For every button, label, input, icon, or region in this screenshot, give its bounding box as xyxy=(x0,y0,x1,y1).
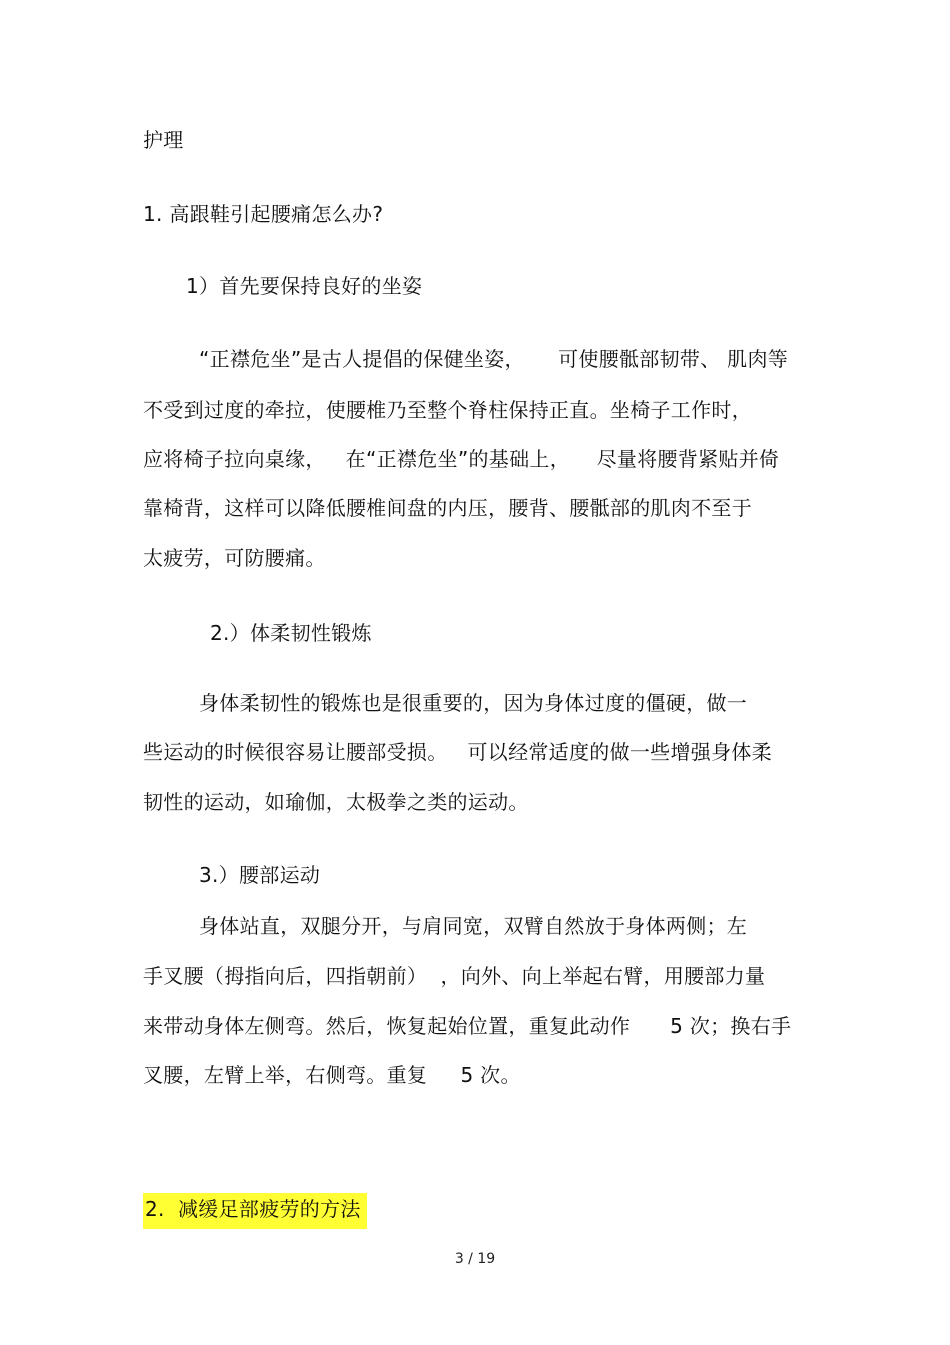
section-2-paragraph-line-3: 韧性的运动，如瑜伽，太极拳之类的运动。 xyxy=(143,790,529,814)
section-1-title: 1）首先要保持良好的坐姿 xyxy=(186,274,423,298)
section-1-paragraph-line-1: “正襟危坐”是古人提倡的保健坐姿， 可使腰骶部韧带、 肌肉等 xyxy=(199,347,789,371)
heading-text: 护理 xyxy=(143,128,184,152)
section-2-title: 2.）体柔韧性锻炼 xyxy=(210,621,372,645)
question-1-title: 1. 高跟鞋引起腰痛怎么办? xyxy=(143,202,384,226)
section-3-paragraph-line-1: 身体站直，双腿分开，与肩同宽，双臂自然放于身体两侧；左 xyxy=(199,914,748,938)
section-2-paragraph-line-2: 些运动的时候很容易让腰部受损。 可以经常适度的做一些增强身体柔 xyxy=(143,740,772,764)
section-3-title: 3.）腰部运动 xyxy=(199,863,321,887)
page-number: 3 / 19 xyxy=(454,1251,496,1267)
section-3-paragraph-line-4: 叉腰，左臂上举，右侧弯。重复 5 次。 xyxy=(143,1063,521,1087)
question-2-title-highlighted: 2. 减缓足部疲劳的方法 xyxy=(143,1193,367,1229)
section-1-paragraph-line-2: 不受到过度的牵拉，使腰椎乃至整个脊柱保持正直。坐椅子工作时， xyxy=(143,398,752,422)
section-1-paragraph-line-5: 太疲劳，可防腰痛。 xyxy=(143,546,326,570)
section-1-paragraph-line-4: 靠椅背，这样可以降低腰椎间盘的内压，腰背、腰骶部的肌肉不至于 xyxy=(143,496,752,520)
section-2-paragraph-line-1: 身体柔韧性的锻炼也是很重要的，因为身体过度的僵硬，做一 xyxy=(199,691,748,715)
section-1-paragraph-line-3: 应将椅子拉向桌缘， 在“正襟危坐”的基础上， 尽量将腰背紧贴并倚 xyxy=(143,447,780,471)
section-3-paragraph-line-3: 来带动身体左侧弯。然后，恢复起始位置，重复此动作 5 次；换右手 xyxy=(143,1014,792,1038)
section-3-paragraph-line-2: 手叉腰（拇指向后，四指朝前） ，向外、向上举起右臂，用腰部力量 xyxy=(143,964,766,988)
